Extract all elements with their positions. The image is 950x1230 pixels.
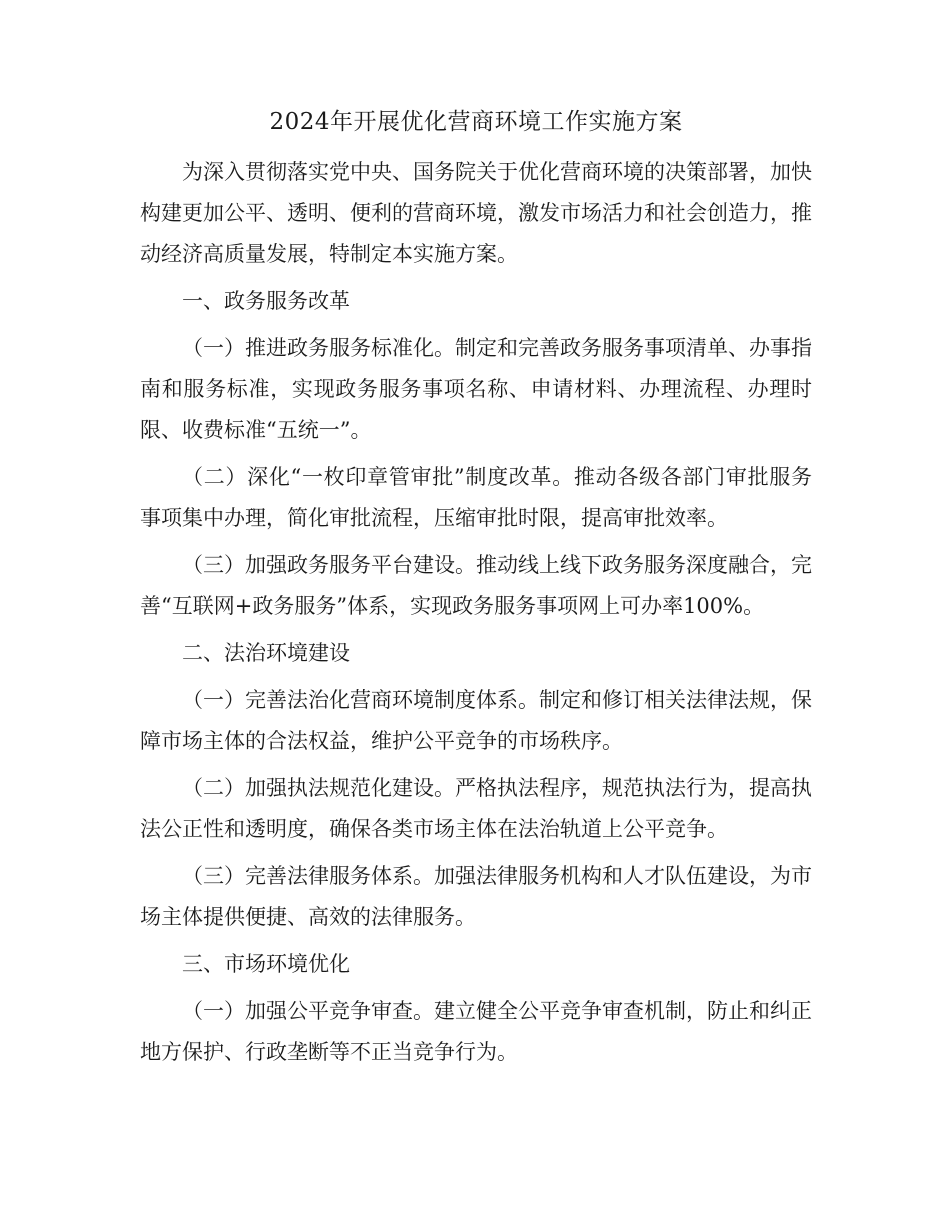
section-2-item-2: （二）加强执法规范化建设。严格执法程序，规范执法行为，提高执法公正性和透明度，确保各类市场主体在法治轨道上公平竞争。 xyxy=(140,776,812,841)
intro-paragraph: 为深入贯彻落实党中央、国务院关于优化营商环境的决策部署，加快构建更加公平、透明、便利的营商环境，激发市场活力和社会创造力，推动经济高质量发展，特制定本实施方案。 xyxy=(140,160,812,266)
section-heading-3: 三、市场环境优化 xyxy=(182,952,350,976)
section-1-item-2: （二）深化“一枚印章管审批”制度改革。推动各级各部门审批服务事项集中办理，简化审批流程，压缩审批时限，提高审批效率。 xyxy=(140,465,812,530)
section-1-item-3: （三）加强政务服务平台建设。推动线上线下政务服务深度融合，完善“互联网+政务服务”体系，实现政务服务事项网上可办率100%。 xyxy=(140,553,812,618)
document-title: 2024年开展优化营商环境工作实施方案 xyxy=(269,109,683,135)
section-2-item-1: （一）完善法治化营商环境制度体系。制定和修订相关法律法规，保障市场主体的合法权益，维护公平竞争的市场秩序。 xyxy=(140,688,812,753)
section-heading-2: 二、法治环境建设 xyxy=(182,641,350,665)
section-2-item-3: （三）完善法律服务体系。加强法律服务机构和人才队伍建设，为市场主体提供便捷、高效的法律服务。 xyxy=(140,864,812,929)
section-3-item-1: （一）加强公平竞争审查。建立健全公平竞争审查机制，防止和纠正地方保护、行政垄断等不正当竞争行为。 xyxy=(140,999,812,1064)
section-1-item-1: （一）推进政务服务标准化。制定和完善政务服务事项清单、办事指南和服务标准，实现政务服务事项名称、申请材料、办理流程、办理时限、收费标准“五统一”。 xyxy=(140,336,812,442)
section-heading-1: 一、政务服务改革 xyxy=(182,289,350,313)
document-body xyxy=(140,104,812,1079)
